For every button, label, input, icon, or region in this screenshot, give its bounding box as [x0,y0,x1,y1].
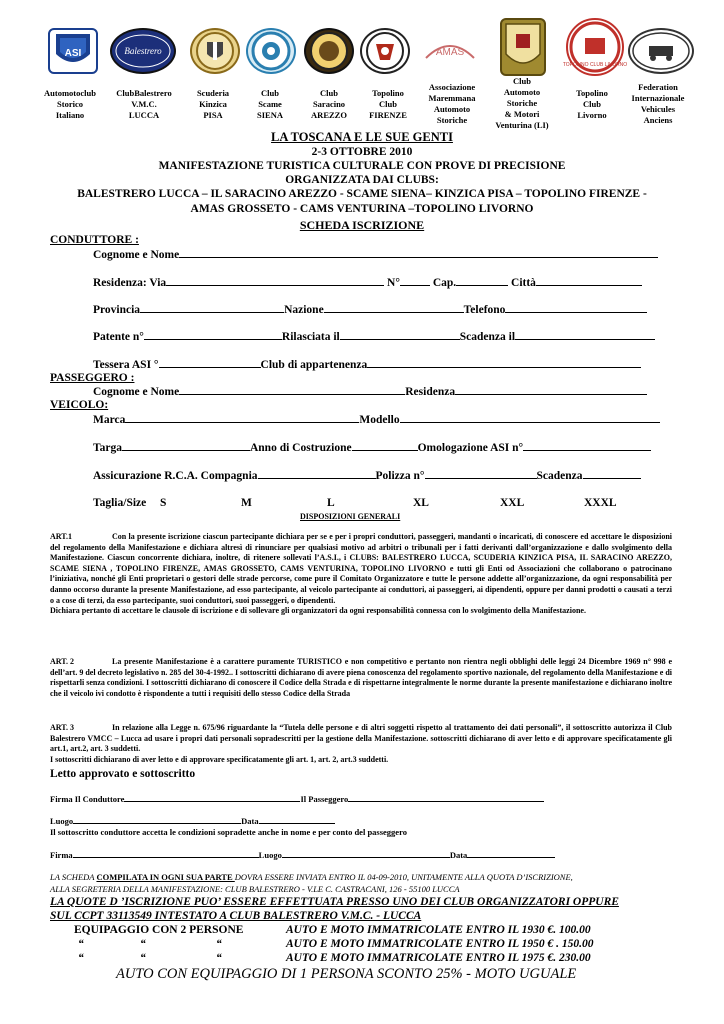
art1-text: Con la presente iscrizione ciascun partecipante dichiara per se e per i propri conduttori, passeggeri, mandanti o incaricati, di conoscere ed accettare le disposizioni del regolamento della Manifestazione e dichiara altresì di rinunciare per qualsiasi motivo ad arbitri o tribunali per i fatti derivanti dall’organizzazione e dallo svolgimento della Manifestazione. Ciascun concorrente dichiara, inoltre, di ritenere sollevati l’A.S.I., i CLUBS: BALESTRERO LUCCA, SCUDERIA KINZICA PISA, IL SARACINO AREZZO, SCAME SIENA , TOPOLINO FIRENZE, AMAS GROSSETO, CAMS VENTURINA, TOPOLINO LIVORNO e tutti gli Enti od Associazioni che collaborano o patrocinano l’iniziativa, nonché gli Enti proprietari o gestori delle strade percorse, come pure il Comitato Organizzatore e tutte le persone addette all’organizzazione, da ogni responsabilità per danno occorso durante la presente Manifestazione, ad esso partecipante, al veicolo partecipante ai conduttori, ai passeggeri, ai dipendenti, oppure per danni prodotti o causati a terzi o a cose di terzi, da esso partecipante, suoi conduttori, suoi passeggeri, o dipendenti. [50,532,672,605]
field-data-2[interactable] [467,850,555,858]
amas-logo [422,28,478,74]
field-passeggero-nome[interactable] [179,385,405,395]
art1-label: ART.1 [50,532,73,541]
field-telefono[interactable] [505,303,647,313]
label-citta: Città [511,277,536,289]
field-via[interactable] [166,276,384,286]
sconto-notice: AUTO CON EQUIPAGGIO DI 1 PERSONA SCONTO 25% - MOTO UGUALE [116,966,577,982]
field-rilasciata[interactable] [340,330,460,340]
ditto-2b: “ [140,952,146,964]
art2-label: ART. 2 [50,657,75,666]
label-omologazione: Omologazione ASI n° [417,442,524,454]
section-conduttore: CONDUTTORE : [50,234,139,246]
row-firma-conduttore [50,794,544,804]
label-marca: Marca [93,414,126,426]
label-anno: Anno di Costruzione [249,442,352,454]
size-option-m[interactable]: M [241,497,252,509]
field-cap[interactable] [456,276,508,286]
label-provincia: Provincia [93,304,141,316]
field-firma-2[interactable] [73,850,259,858]
art2-paragraph [50,657,672,699]
label-passeggero-residenza: Residenza [405,386,456,398]
svg-text:ASI: ASI [64,48,82,59]
ditto-1c: “ [216,938,222,950]
svg-text:TOPOLINO CLUB LIVORNO: TOPOLINO CLUB LIVORNO [562,62,628,68]
row-luogo-1 [50,816,335,826]
saracino-logo [304,28,354,74]
label-luogo-2: Luogo [258,850,282,860]
art1-text2: Dichiara pertanto di accettare le clausole di iscrizione e di sollevare gli organizzatori da ogni responsabilità connessa con lo svolgimento della Manifestazione. [50,606,586,616]
event-subtitle: MANIFESTAZIONE TURISTICA CULTURALE CON PROVE DI PRECISIONE [158,160,566,172]
row-cognome-nome [93,248,658,261]
label-numero: N° [387,277,400,289]
field-citta[interactable] [536,276,642,286]
balestrero-logo [110,28,176,74]
field-cognome-nome[interactable] [179,248,658,258]
label-data-1: Data [241,816,259,826]
cams-venturina-logo [500,18,546,76]
topolino-firenze-logo [360,28,410,74]
label-polizza: Polizza n° [375,470,425,482]
segreteria-address: ALLA SEGRETERIA DELLA MANIFESTAZIONE: CLUB BALESTRERO - V.LE C. CASTRACANI, 126 - 55100 LUCCA [50,884,460,894]
field-scadenza-polizza[interactable] [583,469,641,479]
event-title: LA TOSCANA E LE SUE GENTI [271,130,453,144]
label-firma-passeggero: Il Passeggero [300,794,349,804]
clubs-line-2: AMAS GROSSETO - CAMS VENTURINA –TOPOLINO LIVORNO [190,203,534,215]
equipaggio-label: EQUIPAGGIO CON 2 PERSONE [74,924,244,936]
field-polizza[interactable] [425,469,537,479]
art2-text: La presente Manifestazione è a carattere puramente TURISTICO e non competitivo e pertanto non rientra negli obblighi delle leggi 24 Dicembre 1969 n° 998 e dell’art. 9 del decreto legislativo n. 285 del 30-4-1992.. I sottoscritti dichiarano di avere piena conoscenza del regolamento sportivo nazionale, del regolamento della Manifestazione e di rispettarli senza condizioni. I sottoscritti dichiarano di conoscere il Codice della Strada e di rispettarne integralmente le norme durante la presente manifestazione e dichiarano inoltre che il veicolo ivi condotto è rispondente a tutti i requisiti dello stesso Codice della Strada [50,657,673,698]
form-title: SCHEDA ISCRIZIONE [299,218,425,232]
size-option-l[interactable]: L [327,497,335,509]
field-passeggero-residenza[interactable] [455,385,647,395]
label-firma-conduttore: Firma Il Conduttore [50,794,125,804]
row-targa [93,441,651,454]
scheda-rest: DOVRA ESSERE INVIATA ENTRO IL 04-09-2010, UNITAMENTE ALLA QUOTA D’ISCRIZIONE, [234,872,573,882]
asi-logo [48,28,98,74]
club-name-balestrero: ClubBalestrero V.M.C. LUCCA [116,88,172,120]
field-firma-conduttore[interactable] [124,794,300,802]
label-tessera: Tessera ASI ° [93,359,159,371]
scheda-bold: COMPILATA IN OGNI SUA PARTE [96,872,235,882]
row-patente [93,330,655,343]
art1-paragraph [50,532,672,617]
field-nazione[interactable] [324,303,464,313]
label-data-2: Data [449,850,468,860]
price-1950: AUTO E MOTO IMMATRICOLATE ENTRO IL 1950 € . 150.00 [286,938,594,950]
quote-line-1: LA QUOTE D ’ISCRIZIONE PUO’ ESSERE EFFETTUATA PRESSO UNO DEI CLUB ORGANIZZATORI OPPURE [50,896,619,908]
size-option-xxl[interactable]: XXL [500,497,525,509]
club-name-scame: Club Scame SIENA [257,88,283,120]
club-name-asi: Automotoclub Storico Italiano [44,88,96,120]
label-residenza: Residenza: Via [93,277,167,289]
field-numero[interactable] [400,276,430,286]
label-passeggero-nome: Cognome e Nome [93,386,180,398]
label-telefono: Telefono [463,304,506,316]
label-scadenza-polizza: Scadenza [536,470,583,482]
label-cap: Cap. [432,277,457,289]
nota-conduttore: Il sottoscritto conduttore accetta le condizioni sopradette anche in nome e per conto del passeggero [50,827,407,837]
organized-by: ORGANIZZATA DAI CLUBS: [285,174,439,186]
fiva-logo [628,28,694,74]
club-name-kinzica: Scuderia Kinzica PISA [196,88,230,120]
club-name-saracino: Club Saracino AREZZO [311,88,347,120]
field-data-1[interactable] [259,816,335,824]
art3-paragraph [50,723,672,765]
price-1975: AUTO E MOTO IMMATRICOLATE ENTRO IL 1975 €. 230.00 [286,952,591,964]
field-marca[interactable] [125,413,359,423]
label-firma-2: Firma [50,850,73,860]
label-modello: Modello [359,414,400,426]
row-provincia [93,303,647,316]
letto-approvato: Letto approvato e sottoscritto [50,768,196,780]
field-provincia[interactable] [140,303,284,313]
label-cognome-nome: Cognome e Nome [93,249,180,261]
section-passeggero: PASSEGGERO : [50,372,135,384]
size-option-xl[interactable]: XL [413,497,429,509]
field-compagnia[interactable] [258,469,376,479]
club-name-cams: Club Automoto Storiche & Motori Venturina (LI) [495,76,549,130]
ditto-1b: “ [140,938,146,950]
row-passeggero [93,385,647,398]
event-dates: 2-3 OTTOBRE 2010 [311,146,413,158]
label-patente: Patente n° [93,331,144,343]
svg-text:Balestrero: Balestrero [124,46,162,56]
label-club: Club di appartenenza [260,359,368,371]
size-option-s[interactable]: S [160,497,167,509]
ditto-2a: “ [78,952,84,964]
taglia-label: Taglia/Size [93,497,147,509]
field-omologazione[interactable] [523,441,651,451]
field-modello[interactable] [400,413,660,423]
field-luogo-1[interactable] [73,816,241,824]
row-residenza [93,276,642,289]
disposizioni-title: DISPOSIZIONI GENERALI [300,512,401,521]
club-name-amas: Associazione Maremmana Automoto Storiche [428,82,476,125]
field-tessera[interactable] [159,358,261,368]
scame-logo [246,28,296,74]
label-rilasciata: Rilasciata il [281,331,340,343]
size-option-xxxl[interactable]: XXXL [584,497,617,509]
art3-text: In relazione alla Legge n. 675/96 riguardante la “Tutela delle persone e di altri soggetti rispetto al trattamento dei dati personali”, il sottoscritto autorizza il Club Balestrero VMCC – Lucca ad usare i propri dati personali sopradescritti per la gestione della Manifestazione. sottoscritti dichiarano di aver letto e di approvare specificatamente gli art.1, art.2, art. 3 suddetti. [50,723,672,754]
club-name-topolino-livorno: Topolino Club Livorno [576,88,608,120]
field-patente[interactable] [144,330,282,340]
scheda-notice [50,872,573,882]
field-anno[interactable] [352,441,418,451]
field-scadenza-patente[interactable] [515,330,655,340]
topolino-livorno-logo [562,18,628,76]
section-veicolo: VEICOLO: [50,399,109,411]
scheda-prefix: LA SCHEDA [50,872,97,882]
label-targa: Targa [93,442,122,454]
label-scadenza-patente: Scadenza il [459,331,516,343]
field-luogo-2[interactable] [282,850,450,858]
label-luogo-1: Luogo [50,816,74,826]
svg-text:AMAS: AMAS [435,47,465,58]
club-name-fiva: Federation Internazionale Vehicules Anciens [631,82,685,125]
row-assicurazione [93,469,641,482]
quote-line-2: SUL CCPT 33113549 INTESTATO A CLUB BALESTRERO V.M.C. - LUCCA [50,910,422,922]
row-marca [93,413,660,426]
row-tessera [93,358,641,371]
ditto-1a: “ [78,938,84,950]
field-club[interactable] [367,358,641,368]
clubs-line-1: BALESTRERO LUCCA – IL SARACINO AREZZO - SCAME SIENA– KINZICA PISA – TOPOLINO FIRENZE - [77,188,647,200]
club-name-topolino-firenze: Topolino Club FIRENZE [369,88,407,120]
ditto-2c: “ [216,952,222,964]
field-firma-passeggero[interactable] [348,794,544,802]
art3-label: ART. 3 [50,723,75,732]
price-1930: AUTO E MOTO IMMATRICOLATE ENTRO IL 1930 €. 100.00 [286,924,591,936]
field-targa[interactable] [122,441,250,451]
art3-text2: I sottoscritti dichiarano di aver letto e di approvare specificatamente gli art. 1, art. 2, art.3 suddetti. [50,754,389,764]
label-nazione: Nazione [284,304,324,316]
kinzica-logo [190,28,240,74]
label-assicurazione: Assicurazione R.C.A. Compagnia [93,470,258,482]
row-firma-2 [50,850,555,860]
asi-shield-icon [50,30,96,72]
